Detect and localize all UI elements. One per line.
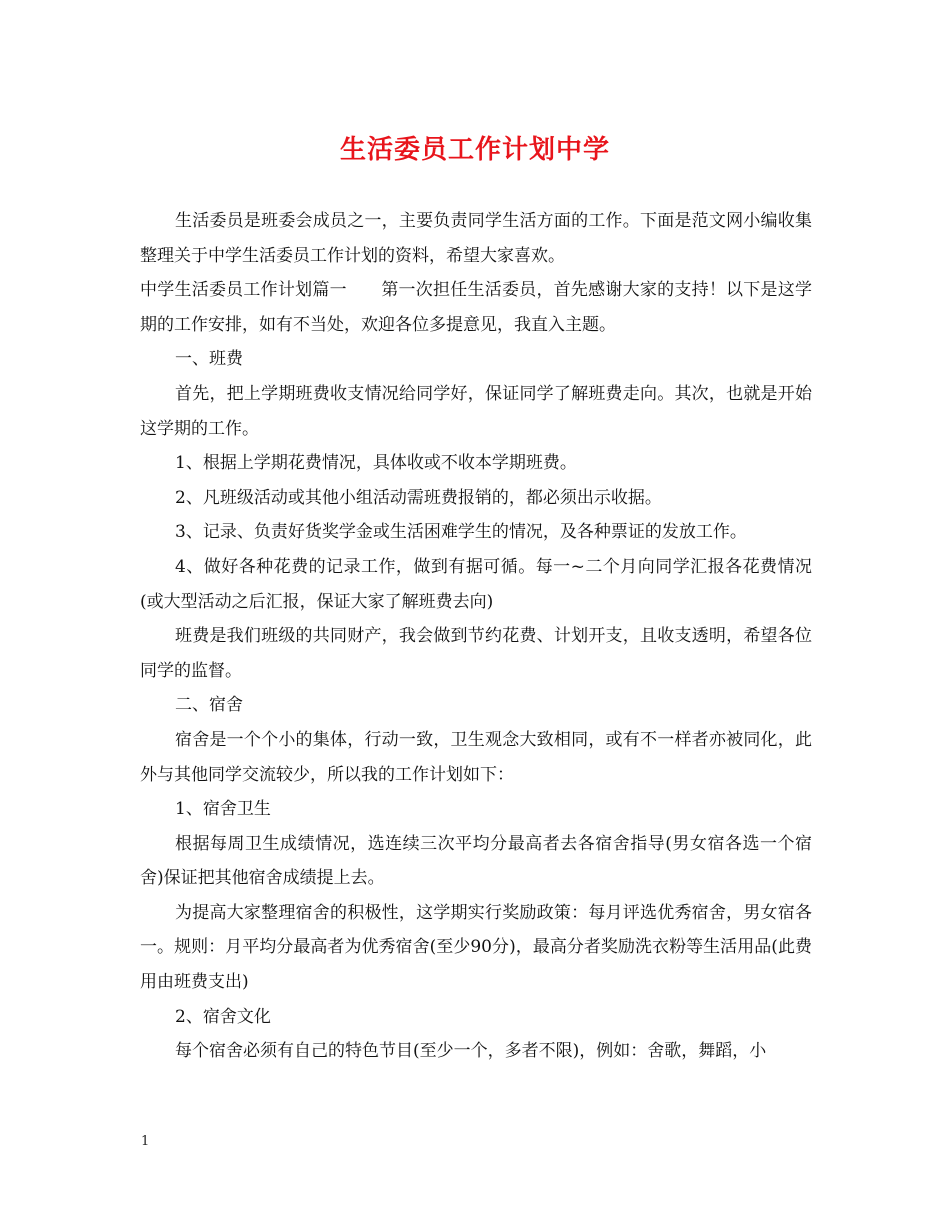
paragraph: 根据每周卫生成绩情况，选连续三次平均分最高者去各宿舍指导(男女宿各选一个宿舍)保证把其他宿舍成绩提上去。 — [140, 833, 812, 889]
paragraph: 宿舍是一个个小的集体，行动一致，卫生观念大致相同，或有不一样者亦被同化，此外与其他同学交流较少，所以我的工作计划如下： — [140, 729, 812, 785]
section-heading-dormitory: 二、宿舍 — [175, 695, 243, 716]
list-item: 2、凡班级活动或其他小组活动需班费报销的，都必须出示收据。 — [175, 487, 662, 508]
list-item: 4、做好各种花费的记录工作，做到有据可循。每一~二个月向同学汇报各花费情况(或大型活动之后汇报，保证大家了解班费去向) — [140, 556, 812, 612]
paragraph: 首先，把上学期班费收支情况给同学好，保证同学了解班费走向。其次，也就是开始这学期的工作。 — [140, 383, 812, 439]
paragraph-plan-heading: 中学生活委员工作计划篇一 第一次担任生活委员，首先感谢大家的支持！以下是这学期的工作安排，如有不当处，欢迎各位多提意见，我直入主题。 — [140, 280, 812, 335]
list-item: 3、记录、负责好货奖学金或生活困难学生的情况，及各种票证的发放工作。 — [175, 522, 747, 543]
subsection-heading: 2、宿舍文化 — [175, 1006, 271, 1027]
document-body — [140, 204, 812, 1069]
paragraph: 班费是我们班级的共同财产，我会做到节约花费、计划开支，且收支透明，希望各位同学的监督。 — [140, 626, 812, 681]
section-heading-class-fee: 一、班费 — [175, 349, 243, 370]
paragraph: 为提高大家整理宿舍的积极性，这学期实行奖励政策：每月评选优秀宿舍，男女宿各一。规则：月平均分最高者为优秀宿舍(至少90分)，最高分者奖励洗衣粉等生活用品(此费用由班费支出) — [140, 902, 812, 993]
document-title: 生活委员工作计划中学 — [339, 135, 610, 165]
list-item: 1、根据上学期花费情况，具体收或不收本学期班费。 — [175, 453, 577, 474]
subsection-heading: 1、宿舍卫生 — [175, 799, 271, 820]
paragraph: 每个宿舍必须有自己的特色节目(至少一个，多者不限)，例如：舍歌，舞蹈，小 — [175, 1041, 767, 1062]
page-number: 1 — [141, 1134, 150, 1149]
paragraph-intro: 生活委员是班委会成员之一，主要负责同学生活方面的工作。下面是范文网小编收集整理关于中学生活委员工作计划的资料，希望大家喜欢。 — [140, 211, 812, 266]
